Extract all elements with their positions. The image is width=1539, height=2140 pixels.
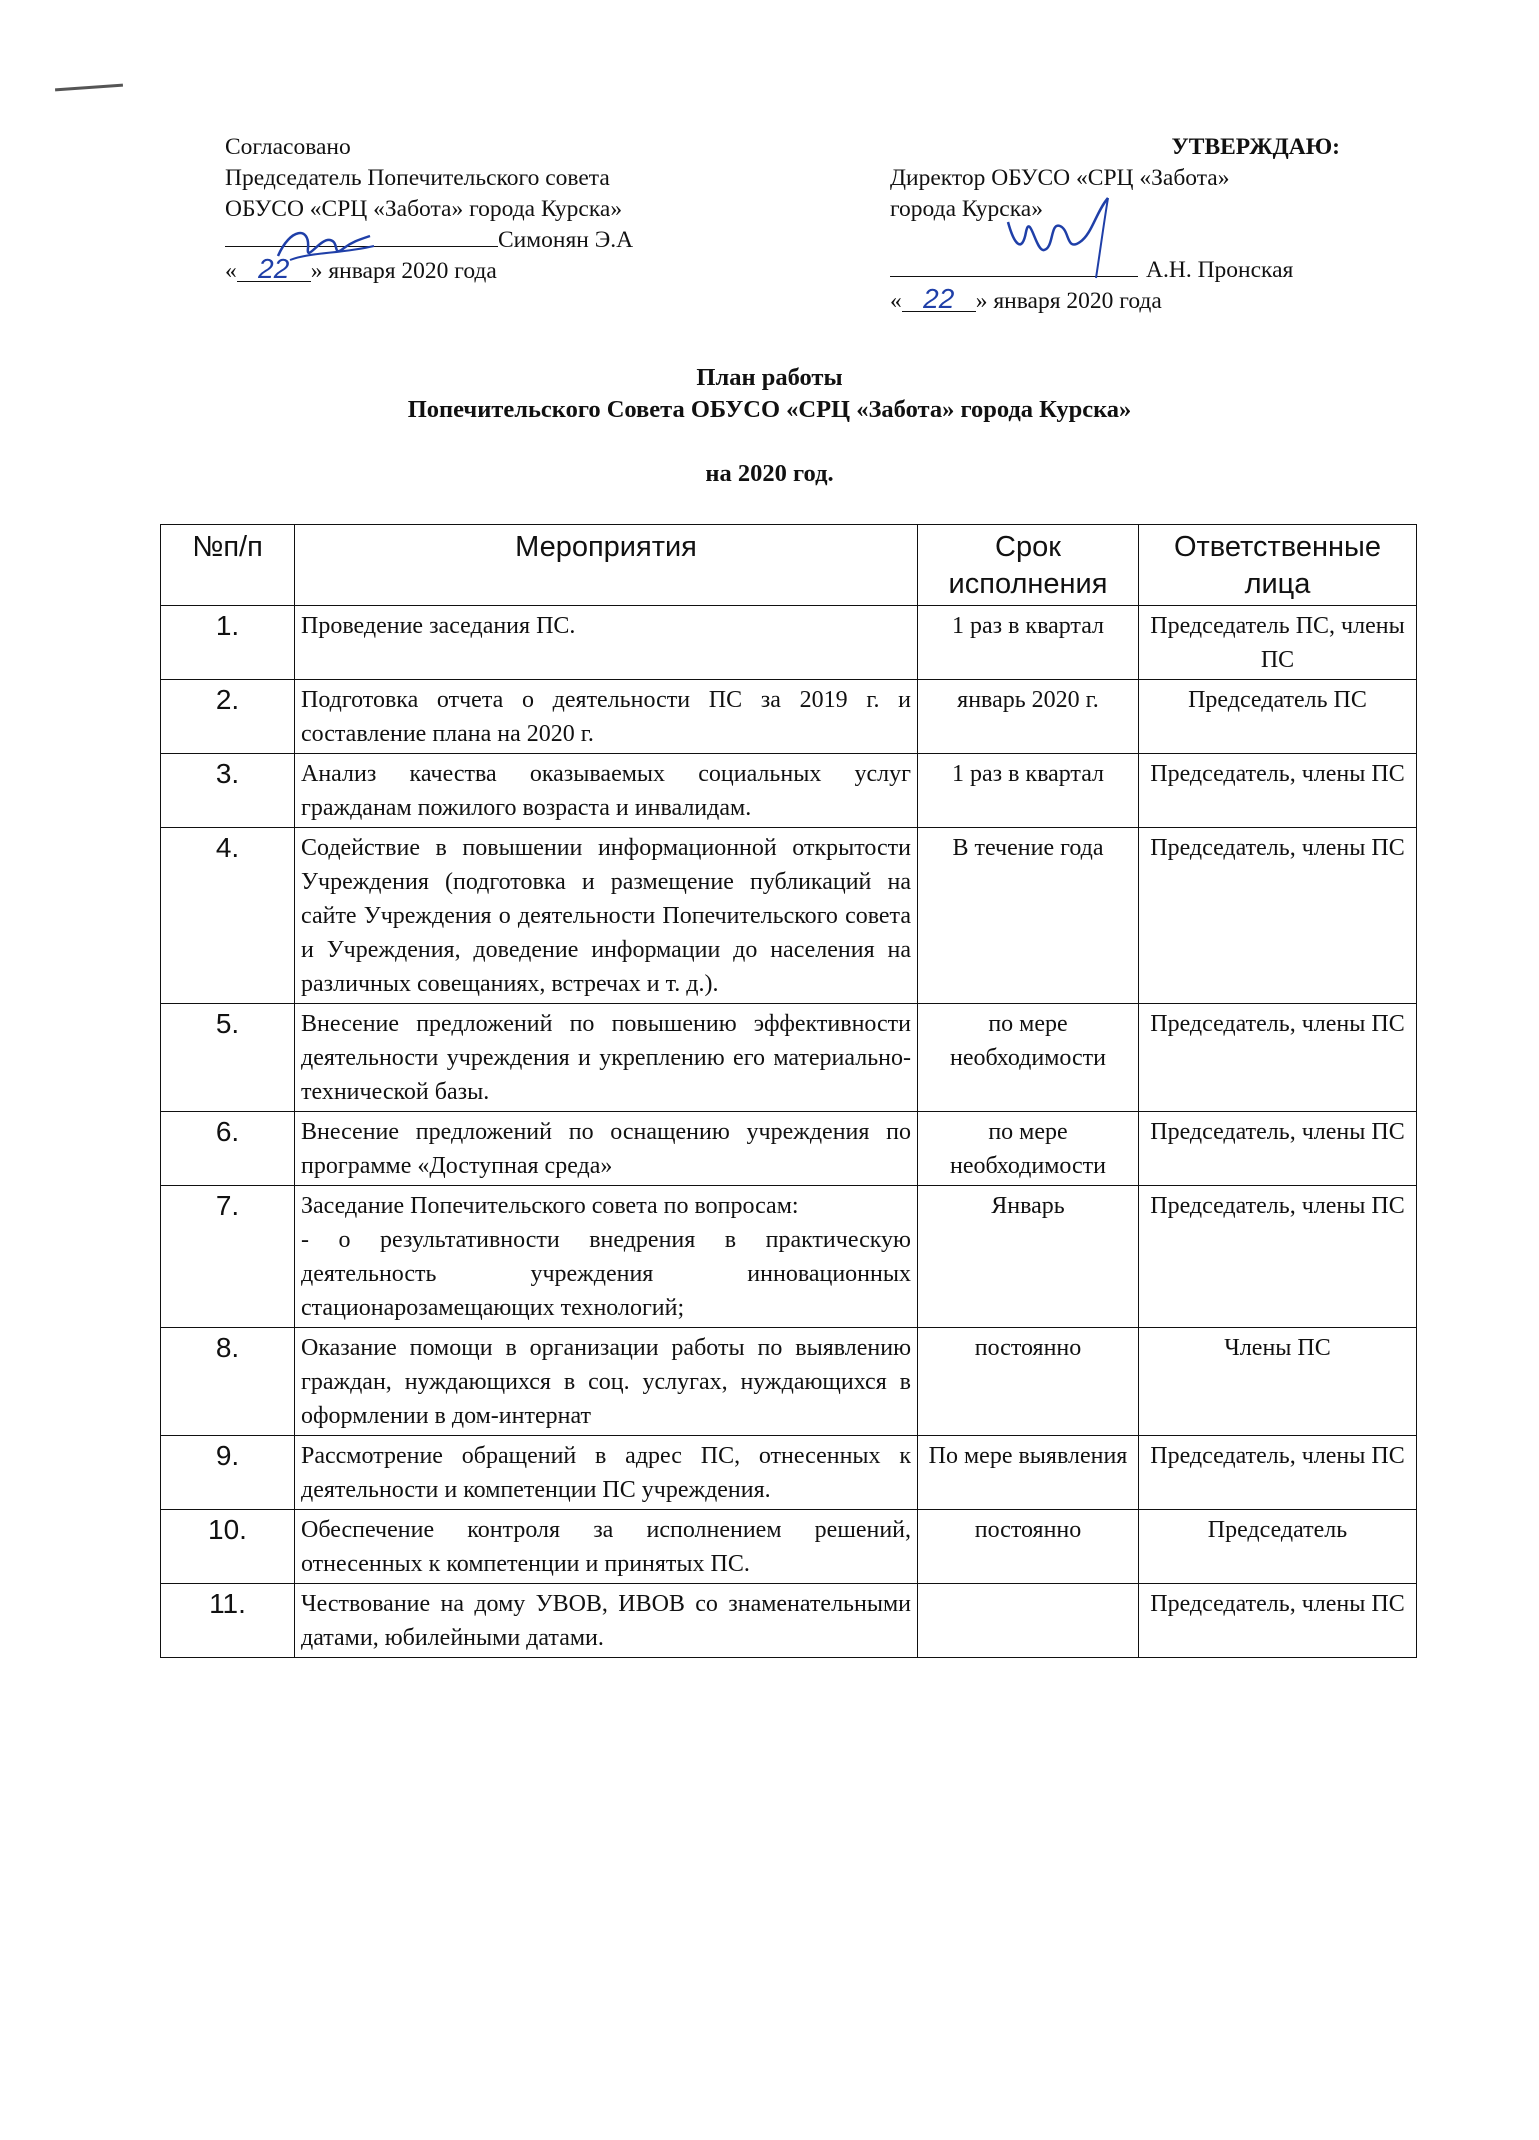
row-deadline: постоянно: [918, 1510, 1139, 1584]
row-responsible: Председатель, члены ПС: [1139, 1112, 1417, 1186]
row-event-intro: Заседание Попечительского совета по вопросам:: [301, 1193, 799, 1219]
row-responsible: Председатель ПС, члены ПС: [1139, 606, 1417, 680]
row-responsible: Председатель, члены ПС: [1139, 828, 1417, 1004]
row-event: Обеспечение контроля за исполнением решений, отнесенных к компетенции и принятых ПС.: [295, 1510, 918, 1584]
row-event: Рассмотрение обращений в адрес ПС, отнесенных к деятельности и компетенции ПС учреждения.: [295, 1436, 918, 1510]
table-row: [161, 1112, 1417, 1186]
row-deadline: 1 раз в квартал: [918, 606, 1139, 680]
row-deadline: январь 2020 г.: [918, 680, 1139, 754]
header-responsible: Ответственные лица: [1139, 525, 1417, 606]
row-responsible: Председатель, члены ПС: [1139, 1436, 1417, 1510]
left-org: ОБУСО «СРЦ «Забота» города Курска»: [225, 196, 623, 222]
row-deadline: В течение года: [918, 828, 1139, 1004]
right-signature: [1000, 192, 1120, 282]
table-row: [161, 1004, 1417, 1112]
row-responsible: Члены ПС: [1139, 1328, 1417, 1436]
work-plan-table: [160, 524, 1417, 1658]
left-signer-name: Симонян Э.А: [498, 227, 634, 253]
document-title-block: [0, 362, 1539, 490]
right-signer-name: А.Н. Пронская: [1146, 257, 1294, 283]
row-deadline: 1 раз в квартал: [918, 754, 1139, 828]
row-responsible: Председатель: [1139, 1510, 1417, 1584]
row-num: 8.: [161, 1328, 295, 1436]
table-row: [161, 606, 1417, 680]
row-num: 4.: [161, 828, 295, 1004]
row-responsible: Председатель, члены ПС: [1139, 754, 1417, 828]
title-year-line: на 2020 год.: [705, 460, 834, 487]
row-num: 11.: [161, 1584, 295, 1658]
row-num: 6.: [161, 1112, 295, 1186]
row-event: Подготовка отчета о деятельности ПС за 2019 г. и составление плана на 2020 г.: [295, 680, 918, 754]
right-date-day: 22: [902, 287, 976, 312]
table-row: [161, 1584, 1417, 1658]
agreed-label: Согласовано: [225, 134, 351, 160]
row-num: 1.: [161, 606, 295, 680]
row-deadline: По мере выявления: [918, 1436, 1139, 1510]
header-num: №п/п: [161, 525, 295, 606]
row-deadline: по мере необходимости: [918, 1004, 1139, 1112]
row-event: Внесение предложений по оснащению учреждения по программе «Доступная среда»: [295, 1112, 918, 1186]
row-event: Внесение предложений по повышению эффективности деятельности учреждения и укреплению его материально-технической базы.: [295, 1004, 918, 1112]
left-signature: [270, 218, 380, 278]
row-deadline: по мере необходимости: [918, 1112, 1139, 1186]
row-event: [295, 1186, 918, 1328]
row-deadline: постоянно: [918, 1328, 1139, 1436]
right-position: Директор ОБУСО «СРЦ «Забота»: [890, 165, 1230, 191]
title-line-1: План работы: [696, 364, 843, 391]
row-responsible: Председатель ПС: [1139, 680, 1417, 754]
table-row: [161, 680, 1417, 754]
row-deadline: [918, 1584, 1139, 1658]
left-position: Председатель Попечительского совета: [225, 165, 610, 191]
row-num: 10.: [161, 1510, 295, 1584]
left-date-day: 22: [237, 257, 311, 282]
row-num: 7.: [161, 1186, 295, 1328]
table-row: [161, 1186, 1417, 1328]
table-row: [161, 828, 1417, 1004]
table-row: [161, 754, 1417, 828]
row-event: Чествование на дому УВОВ, ИВОВ со знаменательными датами, юбилейными датами.: [295, 1584, 918, 1658]
row-num: 3.: [161, 754, 295, 828]
right-date: « 22 » января 2020 года: [890, 283, 1162, 314]
row-event: Оказание помощи в организации работы по выявлению граждан, нуждающихся в соц. услугах, нуждающихся в оформлении в дом-интернат: [295, 1328, 918, 1436]
header-event: Мероприятия: [295, 525, 918, 606]
header-deadline: Срок исполнения: [918, 525, 1139, 606]
row-responsible: Председатель, члены ПС: [1139, 1186, 1417, 1328]
left-date: « 22 » января 2020 года: [225, 253, 497, 284]
table-row: [161, 1436, 1417, 1510]
right-city: города Курска»: [890, 196, 1043, 222]
row-event-item: - о результативности внедрения в практическую деятельность учреждения инновационных стационарозамещающих технологий;: [301, 1227, 911, 1321]
scan-mark: [55, 84, 123, 92]
table-header-row: [161, 525, 1417, 606]
table-row: [161, 1510, 1417, 1584]
row-responsible: Председатель, члены ПС: [1139, 1584, 1417, 1658]
table-row: [161, 1328, 1417, 1436]
approve-title: УТВЕРЖДАЮ:: [1171, 134, 1340, 160]
row-event: Проведение заседания ПС.: [295, 606, 918, 680]
row-responsible: Председатель, члены ПС: [1139, 1004, 1417, 1112]
title-line-2: Попечительского Совета ОБУСО «СРЦ «Забота» города Курска»: [407, 396, 1132, 423]
row-num: 9.: [161, 1436, 295, 1510]
row-event: Содействие в повышении информационной открытости Учреждения (подготовка и размещение публикаций на сайте Учреждения о деятельности Попечительского совета и Учреждения, доведение информации до населения на различных совещаниях, встречах и т. д.).: [295, 828, 918, 1004]
row-num: 2.: [161, 680, 295, 754]
row-num: 5.: [161, 1004, 295, 1112]
row-event: Анализ качества оказываемых социальных услуг гражданам пожилого возраста и инвалидам.: [295, 754, 918, 828]
row-deadline: Январь: [918, 1186, 1139, 1328]
